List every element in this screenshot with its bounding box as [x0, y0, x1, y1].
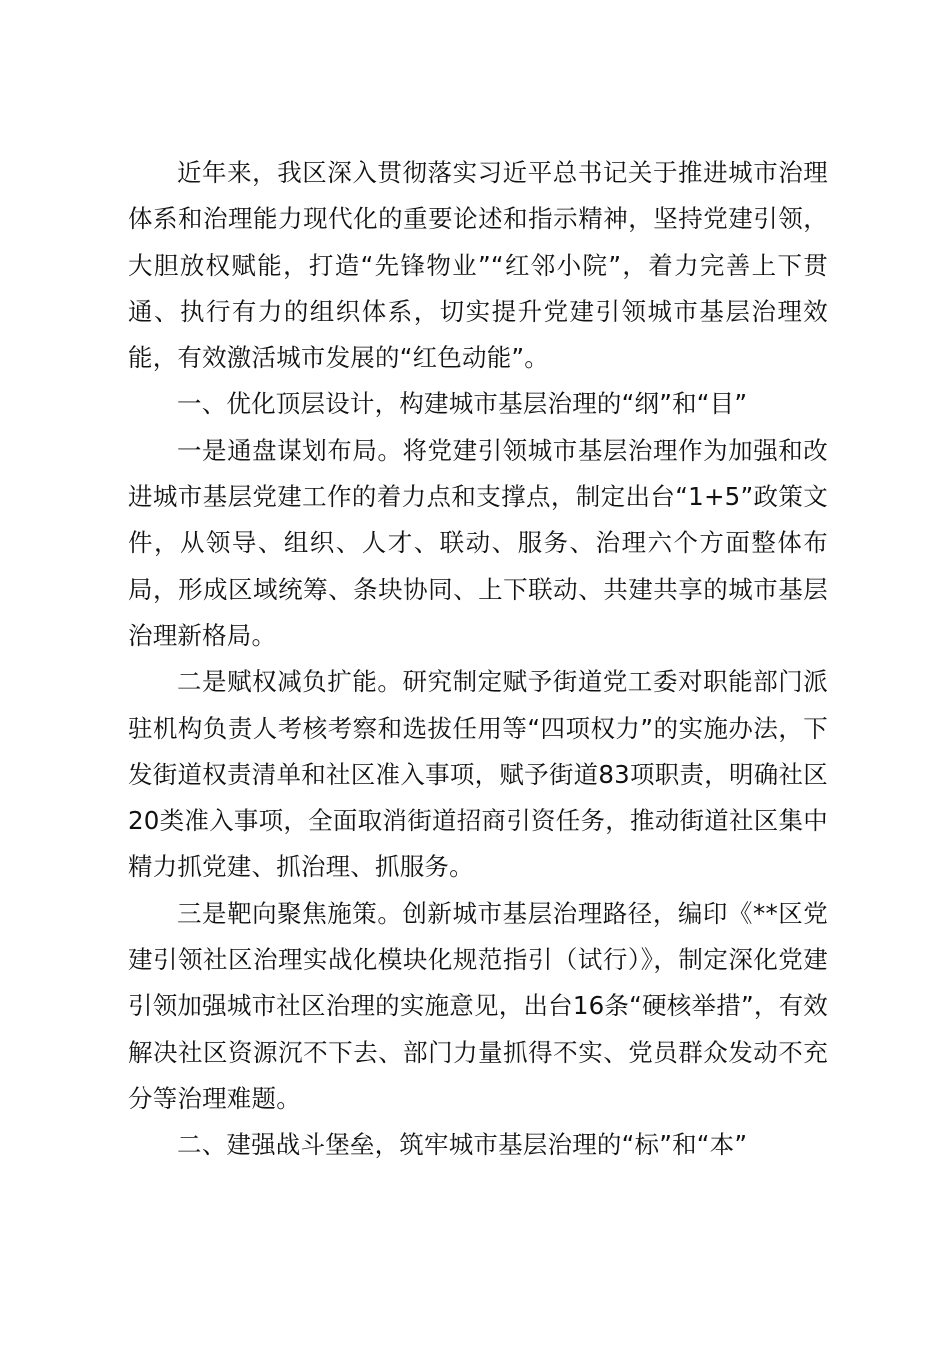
document-body: [128, 150, 828, 1169]
section-heading-2: 二、建强战斗堡垒，筑牢城市基层治理的“标”和“本”: [177, 1130, 748, 1160]
paragraph-empowerment: 二是赋权减负扩能。研究制定赋予街道党工委对职能部门派驻机构负责人考核考察和选拔任用等“四项权力”的实施办法，下发街道权责清单和社区准入事项，赋予街道83项职责，明确社区20类准入事项，全面取消街道招商引资任务，推动街道社区集中精力抓党建、抓治理、抓服务。: [128, 667, 828, 882]
intro-paragraph: 近年来，我区深入贯彻落实习近平总书记关于推进城市治理体系和治理能力现代化的重要论述和指示精神，坚持党建引领，大胆放权赋能，打造“先锋物业”“红邻小院”，着力完善上下贯通、执行有力的组织体系，切实提升党建引领城市基层治理效能，有效激活城市发展的“红色动能”。: [128, 158, 828, 373]
paragraph-planning-layout: 一是通盘谋划布局。将党建引领城市基层治理作为加强和改进城市基层党建工作的着力点和支撑点，制定出台“1+5”政策文件，从领导、组织、人才、联动、服务、治理六个方面整体布局，形成区域统筹、条块协同、上下联动、共建共享的城市基层治理新格局。: [128, 435, 828, 650]
paragraph-targeted-measures: 三是靶向聚焦施策。创新城市基层治理路径，编印《**区党建引领社区治理实战化模块化规范指引（试行）》，制定深化党建引领加强城市社区治理的实施意见，出台16条“硬核举措”，有效解决社区资源沉不下去、部门力量抓得不实、党员群众发动不充分等治理难题。: [128, 898, 828, 1113]
section-heading-1: 一、优化顶层设计，构建城市基层治理的“纲”和“目”: [177, 389, 748, 419]
